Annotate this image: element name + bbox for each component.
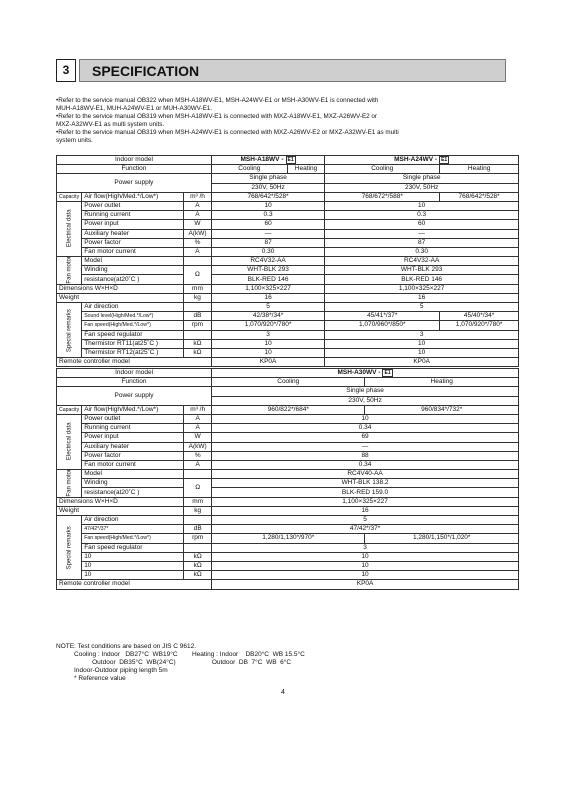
unit: A [184,201,212,210]
value-cell: 768/642*/528* [211,192,324,201]
unit: A [184,211,212,220]
value-cell: BLK-RED 159.0 [212,488,519,497]
row-label: Dimensions W×H×D [57,497,184,506]
unit: mm [184,284,212,293]
row-label: Model [82,470,184,479]
special-remarks-group: Special remarks [57,303,82,358]
unit: mm [184,497,212,506]
note-line: •Refer to the service manual OB319 when MSH-A18WV-E1 is connected with MXZ-A18WV-E1, MXZ-A26WV-E2 or [56,113,378,120]
power-supply-value: 230V, 50Hz [211,183,324,192]
value-cell: WHT-BLK 293 [325,266,519,275]
unit: W [184,433,212,442]
power-supply-value: 230V, 50Hz [212,396,519,405]
value-cell: 16 [212,506,519,515]
row-label: Fan speed(High/Med.*/Low*) [82,534,184,543]
row-label: Dimensions W×H×D [57,284,184,293]
power-supply-label: Power supply [57,174,212,192]
row-label: Model [82,257,184,266]
value-cell: 3 [211,330,324,339]
capacity-label: Capacity [57,405,82,414]
value-cell: 69 [212,433,519,442]
value-cell: 10 [211,201,324,210]
unit: kΩ [184,348,212,357]
row-label: Auxiliary heater [82,229,184,238]
value-cell: KP0A [212,580,519,589]
value-cell: 42/38*/34* [211,312,324,321]
unit: kΩ [184,561,212,570]
fan-motor-group: Fan motor [57,470,82,498]
value-cell: WHT-BLK 138.2 [212,479,519,488]
power-supply-value: Single phase [211,174,324,183]
value-cell: 10 [212,552,519,561]
value-cell: KP0A [211,358,324,367]
row-label: Sound level(High/Med.*/Low*) [82,312,184,321]
value-cell: RC4V40-AA [212,470,519,479]
value-cell: 960/822*/684* [212,405,365,414]
unit: W [184,220,212,229]
note-line: Outdoor DB35°C WB(24°C) Outdoor DB 7°C WB 6°C [56,659,292,666]
capacity-label: Capacity [57,192,82,201]
model-name: MSH-A18WV - [240,156,284,164]
unit: m³ /h [184,192,212,201]
row-label: 47/42*/37* [82,525,184,534]
unit: dB [184,525,212,534]
row-label: 10 [82,571,184,580]
value-cell: 1,070/920*/780* [211,321,324,330]
power-supply-value: Single phase [212,387,519,396]
reference-notes [56,97,526,145]
row-label: Power factor [82,238,184,247]
unit: rpm [184,321,212,330]
version-badge: E1 [384,370,391,377]
unit: dB [184,312,212,321]
test-conditions-note [56,643,305,683]
value-cell: 3 [212,543,519,552]
value-cell: 0.34 [212,424,519,433]
value-cell: 0.3 [211,211,324,220]
row-label: Winding [82,479,184,488]
row-label: Power input [82,220,184,229]
cooling-header: Cooling [212,378,365,387]
value-cell: 1,100×325×227 [212,497,519,506]
model-a18-header [211,156,324,165]
value-cell: 10 [212,561,519,570]
value-cell: 87 [325,238,519,247]
value-cell: 1,070/920*/780* [440,321,519,330]
note-line: * Reference value [56,675,126,682]
value-cell: 768/642*/528* [440,192,519,201]
row-label: Fan speed regulator [82,543,184,552]
heating-header: Heating [440,165,519,174]
power-supply-value: Single phase [325,174,519,183]
value-cell: 10 [325,348,519,357]
value-cell: KP0A [325,358,519,367]
cooling-header: Cooling [211,165,287,174]
value-cell: 10 [325,339,519,348]
spec-table-a30 [56,368,519,590]
unit: % [184,238,212,247]
note-line: Indoor-Outdoor piping length 5m [56,667,168,674]
row-label: resistance(at20˚C ) [82,275,184,284]
unit: rpm [184,534,212,543]
function-label: Function [57,165,212,174]
row-label: Air direction [82,303,184,312]
special-remarks-group: Special remarks [57,516,82,580]
note-line: system units. [56,137,93,144]
value-cell: 10 [212,414,519,423]
row-label: Winding [82,266,184,275]
row-label: Auxiliary heater [82,442,184,451]
unit: A(kW) [184,229,212,238]
row-label: Weight [57,293,184,302]
version-badge: E1 [441,157,448,164]
airflow-label: Air flow(High/Med.*/Low*) [82,405,184,414]
unit: kg [184,293,212,302]
value-cell: 88 [212,451,519,460]
row-label: Power factor [82,451,184,460]
value-cell: 1,280/1,150*/1,020* [365,534,519,543]
cooling-header: Cooling [325,165,440,174]
row-label: Thermistor RT12(at25˚C ) [82,348,184,357]
value-cell: RC4V32-AA [211,257,324,266]
row-label: 10 [82,561,184,570]
unit: kΩ [184,552,212,561]
power-supply-label: Power supply [57,387,212,405]
unit: Ω [184,479,212,497]
value-cell: 5 [212,516,519,525]
model-a30-header [212,369,519,378]
power-supply-value: 230V, 50Hz [325,183,519,192]
value-cell: BLK-RED 146 [211,275,324,284]
value-cell: — [211,229,324,238]
row-label: Running current [82,424,184,433]
value-cell: 45/41*/37* [325,312,440,321]
spec-table-a18-a24 [56,155,519,367]
row-label: Weight [57,506,184,515]
row-label: Power outlet [82,414,184,423]
value-cell: 0.34 [212,460,519,469]
section-header [56,59,506,84]
row-label: 10 [82,552,184,561]
unit: A(kW) [184,442,212,451]
version-badge: E1 [287,157,294,164]
note-line: •Refer to the service manual OB319 when MSH-A24WV-E1 is connected with MXZ-A26WV-E2 or MXZ-A32WV-E1 as multi [56,129,399,136]
unit: kΩ [184,571,212,580]
electrical-data-group: Electrical data [57,201,82,256]
value-cell: 10 [211,348,324,357]
unit: A [184,414,212,423]
value-cell: 0.3 [325,211,519,220]
unit: A [184,460,212,469]
note-line: MXZ-A32WV-E1 as multi system units. [56,121,165,128]
note-line: NOTE: Test conditions are based on JIS C 9612. [56,643,197,650]
heating-header: Heating [287,165,325,174]
unit: kg [184,506,212,515]
row-label: Fan speed(High/Med.*/Low*) [82,321,184,330]
row-label: Power input [82,433,184,442]
indoor-model-label: Indoor model [57,369,212,378]
row-label: Fan motor current [82,247,184,256]
note-line: Cooling : Indoor DB27°C WB19°C Heating : Indoor DB20°C WB 15.5°C [56,651,305,658]
row-label: Fan speed regulator [82,330,184,339]
fan-motor-group: Fan motor [57,257,82,285]
row-label: Thermistor RT11(at25˚C ) [82,339,184,348]
row-label: Remote controller model [57,358,212,367]
function-label: Function [57,378,212,387]
value-cell: 47/42*/37* [212,525,519,534]
heating-header: Heating [365,378,519,387]
value-cell: 0.30 [211,247,324,256]
row-label: resistance(at20˚C ) [82,488,184,497]
row-label: Fan motor current [82,460,184,469]
section-title: SPECIFICATION [79,59,506,82]
value-cell: 0.30 [325,247,519,256]
value-cell: 960/834*/732* [365,405,519,414]
row-label: Air direction [82,516,184,525]
value-cell: 60 [325,220,519,229]
value-cell: — [212,442,519,451]
value-cell: 10 [325,201,519,210]
value-cell: 1,100×325×227 [325,284,519,293]
unit: kΩ [184,339,212,348]
value-cell: 1,280/1,130*/970* [212,534,365,543]
page-number: 4 [281,689,285,696]
value-cell: 16 [325,293,519,302]
row-label: Running current [82,211,184,220]
value-cell: 3 [325,330,519,339]
indoor-model-label: Indoor model [57,156,212,165]
unit: % [184,451,212,460]
value-cell: 768/672*/588* [325,192,440,201]
unit: A [184,247,212,256]
value-cell: 5 [211,303,324,312]
value-cell: WHT-BLK 293 [211,266,324,275]
airflow-label: Air flow(High/Med.*/Low*) [82,192,184,201]
unit: A [184,424,212,433]
value-cell: RC4V32-AA [325,257,519,266]
value-cell: 45/40*/34* [440,312,519,321]
value-cell: 1,070/960*/850* [325,321,440,330]
value-cell: — [325,229,519,238]
value-cell: BLK-RED 146 [325,275,519,284]
note-line: •Refer to the service manual OB322 when MSH-A18WV-E1, MSH-A24WV-E1 or MSH-A30WV-E1 is connected with [56,97,379,104]
unit: Ω [184,266,212,284]
model-name: MSH-A24WV - [394,156,438,164]
value-cell: 87 [211,238,324,247]
row-label: Remote controller model [57,580,212,589]
value-cell: 16 [211,293,324,302]
row-label: Power outlet [82,201,184,210]
electrical-data-group: Electrical data [57,414,82,469]
value-cell: 5 [325,303,519,312]
value-cell: 60 [211,220,324,229]
value-cell: 10 [212,571,519,580]
section-number: 3 [56,59,76,82]
model-name: MSH-A30WV - [337,369,381,377]
unit: m³ /h [184,405,212,414]
value-cell: 1,100×325×227 [211,284,324,293]
note-line: MUH-A18WV-E1, MUH-A24WV-E1 or MUH-A30WV-E1. [56,105,213,112]
model-a24-header [325,156,519,165]
value-cell: 10 [211,339,324,348]
